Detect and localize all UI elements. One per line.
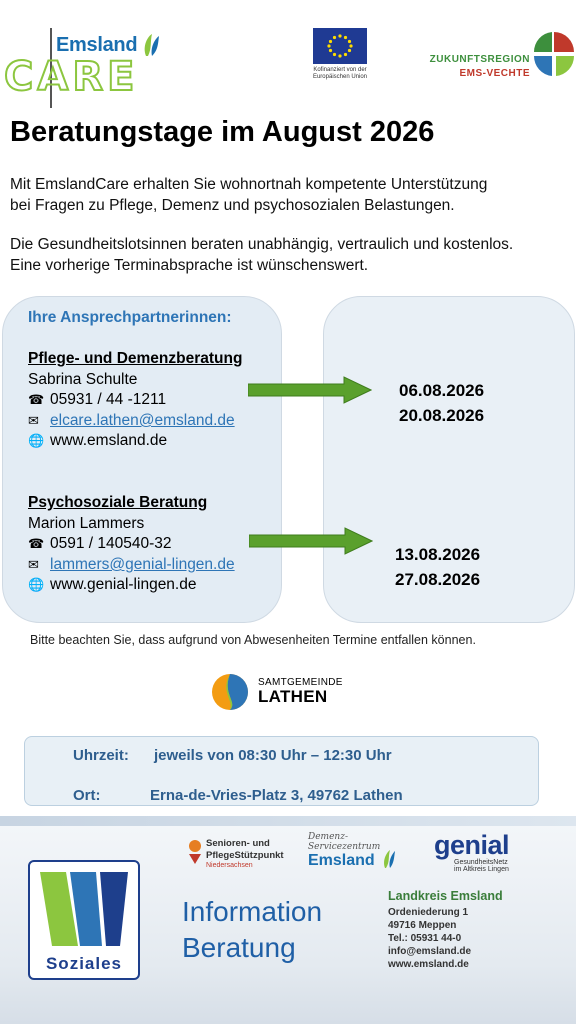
phone-icon: ☎: [28, 536, 45, 551]
contacts-heading: Ihre Ansprechpartnerinnen:: [28, 309, 232, 326]
logo-care-text: CARE: [4, 54, 139, 100]
place-value: Erna-de-Vries-Platz 3, 49762 Lathen: [150, 787, 403, 804]
contact-email-row: [28, 412, 235, 430]
globe-icon: 🌐: [28, 433, 45, 448]
globe-icon: 🌐: [28, 577, 45, 592]
zukunftsregion-logo: [406, 30, 576, 90]
date-item: 27.08.2026: [395, 570, 481, 589]
samtgemeinde-lathen-logo: [210, 672, 350, 712]
eu-caption-line1: Kofinanziert von der: [313, 67, 367, 73]
contact-phone-row: [28, 535, 172, 553]
contact-email-link[interactable]: elcare.lathen@emsland.de: [50, 412, 235, 429]
eu-caption: [304, 67, 376, 81]
demenz-line1: Demenz-: [308, 832, 348, 842]
landkreis-city: 49716 Meppen: [388, 920, 457, 931]
intro-p1-line1: Mit EmslandCare erhalten Sie wohnortnah kompetente Unterstützung: [10, 176, 488, 193]
page-title: Beratungstage im August 2026: [10, 116, 435, 148]
demenz-line3: Emsland: [308, 852, 375, 869]
time-value: jeweils von 08:30 Uhr – 12:30 Uhr: [154, 747, 392, 764]
leaf-icon: [382, 848, 396, 870]
logo-emsland-text: Emsland: [56, 34, 138, 56]
leaf-icon: [142, 32, 160, 58]
intro-p1-line2: bei Fragen zu Pflege, Demenz und psychosozialen Belastungen.: [10, 197, 455, 214]
date-item: 06.08.2026: [399, 381, 485, 400]
stuetzpunkt-line3: Niedersachsen: [206, 862, 253, 869]
intro-p2-line1: Die Gesundheitslotsinnen beraten unabhängig, vertraulich und kostenlos.: [10, 236, 514, 253]
absence-note: Bitte beachten Sie, dass aufgrund von Abwesenheiten Termine entfallen können.: [30, 633, 476, 647]
landkreis-tel: Tel.: 05931 44-0: [388, 933, 462, 944]
intro-paragraph-2: [10, 234, 513, 276]
demenz-servicezentrum-logo: [308, 832, 408, 872]
landkreis-title: Landkreis Emsland: [388, 889, 503, 903]
contact-phone: 05931 / 44 -1211: [50, 391, 167, 408]
samtgemeinde-mark-icon: [210, 672, 250, 712]
contact-web-row: [28, 432, 167, 450]
header: [0, 0, 576, 112]
ems-vechte-text: EMS-VECHTE: [459, 68, 530, 79]
eu-caption-line2: Europäischen Union: [312, 74, 368, 80]
soziales-logo: [28, 860, 140, 980]
soziales-label: Soziales: [45, 954, 123, 973]
contact-phone: 0591 / 140540-32: [50, 535, 172, 552]
section-psychosoziale: Psychosoziale Beratung: [28, 494, 208, 511]
soziales-mark-icon: [30, 862, 138, 952]
zukunftsregion-text: ZUKUNFTSREGION: [429, 54, 530, 65]
place-label: Ort:: [73, 787, 101, 804]
date-item: 20.08.2026: [399, 406, 485, 425]
landkreis-web[interactable]: www.emsland.de: [388, 959, 469, 970]
beratung-text: Beratung: [182, 932, 296, 963]
date-item: 13.08.2026: [395, 545, 481, 564]
time-label: Uhrzeit:: [73, 747, 129, 764]
demenz-line2: Servicezentrum: [308, 842, 381, 852]
contact-web-row: [28, 576, 196, 594]
stuetzpunkt-line1: Senioren- und: [206, 838, 270, 849]
genial-logo: [432, 830, 542, 874]
eu-flag-icon: [313, 28, 367, 64]
landkreis-street: Ordeniederung 1: [388, 907, 469, 918]
stuetzpunkt-mark-icon: [186, 838, 204, 866]
contact-name: Sabrina Schulte: [28, 371, 138, 388]
landkreis-email[interactable]: info@emsland.de: [388, 946, 472, 957]
contact-name: Marion Lammers: [28, 515, 145, 532]
emslandcare-logo: [4, 28, 160, 108]
mail-icon: ✉: [28, 413, 39, 428]
samtgemeinde-big-text: LATHEN: [258, 687, 328, 706]
arrow-right-icon: [249, 527, 373, 555]
intro-p2-line2: Eine vorherige Terminabsprache ist wünschenswert.: [10, 257, 369, 274]
information-text: Information: [182, 896, 323, 927]
region-mark-icon: [532, 30, 576, 78]
mail-icon: ✉: [28, 557, 39, 572]
genial-line3: im Altkreis Lingen: [454, 866, 509, 873]
eu-cofunded-logo: [304, 28, 376, 92]
contact-web[interactable]: www.emsland.de: [50, 432, 168, 449]
pflegestuetzpunkt-logo: [186, 836, 296, 872]
contact-email-row: [28, 556, 235, 574]
phone-icon: ☎: [28, 392, 45, 407]
arrow-right-icon: [248, 376, 372, 404]
stuetzpunkt-line2: PflegeStützpunkt: [206, 850, 284, 861]
genial-wordmark: genial: [434, 830, 510, 860]
contact-email-link[interactable]: lammers@genial-lingen.de: [50, 556, 235, 573]
samtgemeinde-small-text: SAMTGEMEINDE: [258, 677, 343, 688]
genial-line2: GesundheitsNetz: [454, 859, 508, 866]
intro-paragraph-1: [10, 174, 487, 216]
section-pflege-demenz: Pflege- und Demenzberatung: [28, 350, 243, 367]
contact-phone-row: [28, 391, 166, 409]
contact-web[interactable]: www.genial-lingen.de: [50, 576, 197, 593]
